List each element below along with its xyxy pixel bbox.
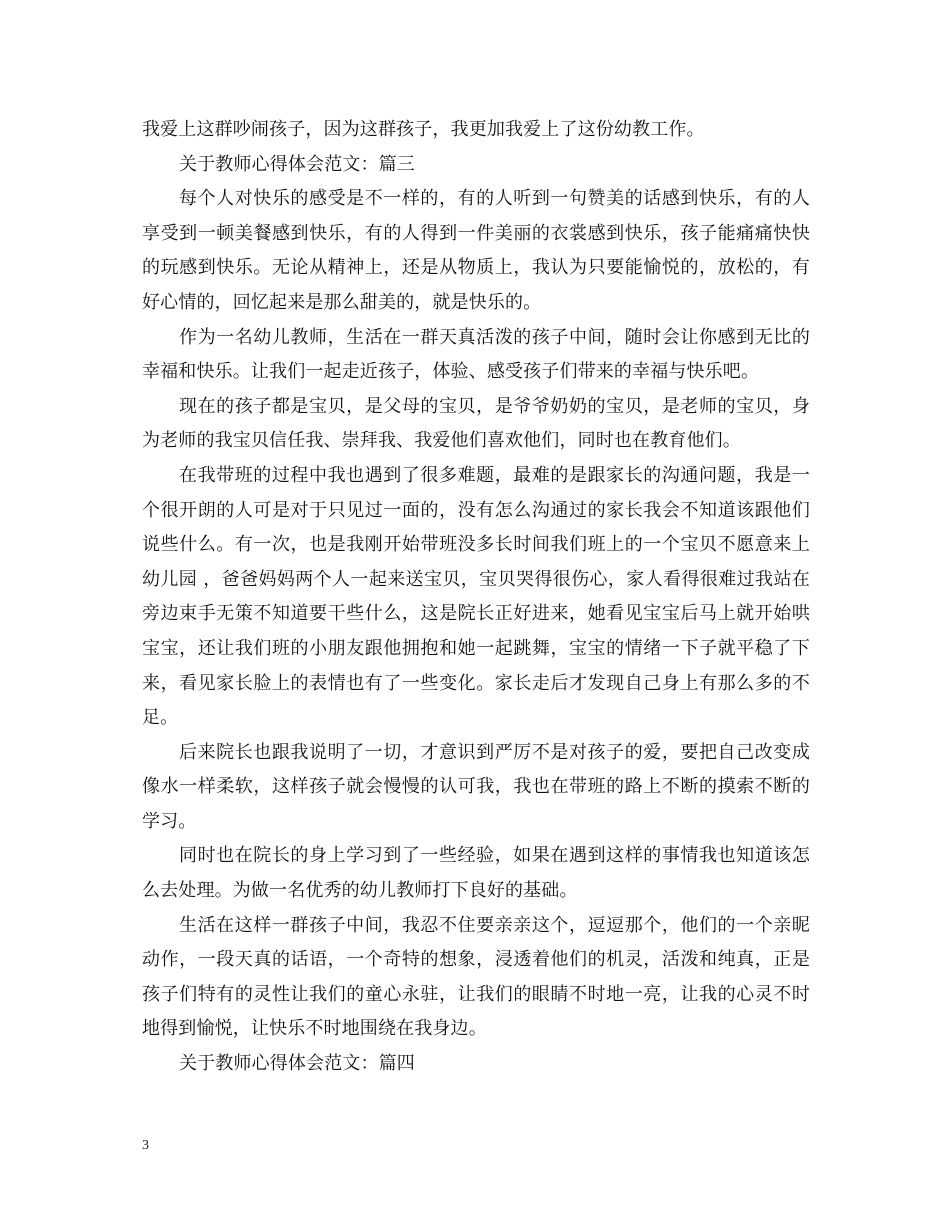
paragraph: 在我带班的过程中我也遇到了很多难题，最难的是跟家长的沟通问题，我是一个很开朗的人可是对于只见过一面的，没有怎么沟通过的家长我会不知道该跟他们说些什么。有一次，也是我刚开始带班没多长时间我们班上的一个宝贝不愿意来上幼儿园 ，爸爸妈妈两个人一起来送宝贝，宝贝哭得很伤心，家人看得很难过我站在旁边束手无策不知道要干些什么，这是院长正好进来，她看见宝宝后马上就开始哄宝宝，还让我们班的小朋友跟他拥抱和她一起跳舞，宝宝的情绪一下子就平稳了下来，看见家长脸上的表情也有了一些变化。家长走后才发现自己身上有那么多的不足。 [142,464,810,729]
section-heading-4: 关于教师心得体会范文：篇四 [179,1053,415,1075]
paragraph-continuation: 我爱上这群吵闹孩子，因为这群孩子，我更加我爱上了这份幼教工作。 [142,119,705,140]
paragraph: 作为一名幼儿教师，生活在一群天真活泼的孩子中间，随时会让你感到无比的幸福和快乐。让我们一起走近孩子，体验、感受孩子们带来的幸福与快乐吧。 [142,326,810,383]
section-heading-3: 关于教师心得体会范文：篇三 [179,153,415,175]
paragraph: 每个人对快乐的感受是不一样的，有的人听到一句赞美的话感到快乐，有的人享受到一顿美餐感到快乐，有的人得到一件美丽的衣裳感到快乐，孩子能痛痛快快的玩感到快乐。无论从精神上，还是从物质上，我认为只要能愉悦的，放松的，有好心情的，回忆起来是那么甜美的，就是快乐的。 [142,188,810,313]
paragraph: 现在的孩子都是宝贝，是父母的宝贝，是爷爷奶奶的宝贝，是老师的宝贝，身为老师的我宝贝信任我、崇拜我、我爱他们喜欢他们，同时也在教育他们。 [142,395,810,452]
document-body [142,113,810,1082]
paragraph: 后来院长也跟我说明了一切，才意识到严厉不是对孩子的爱，要把自己改变成像水一样柔软，这样孩子就会慢慢的认可我，我也在带班的路上不断的摸索不断的学习。 [142,741,810,832]
page-number: 3 [142,1138,149,1153]
paragraph: 同时也在院长的身上学习到了一些经验，如果在遇到这样的事情我也知道该怎么去处理。为做一名优秀的幼儿教师打下良好的基础。 [142,845,810,902]
paragraph: 生活在这样一群孩子中间，我忍不住要亲亲这个，逗逗那个，他们的一个亲昵动作，一段天真的话语，一个奇特的想象，浸透着他们的机灵，活泼和纯真，正是孩子们特有的灵性让我们的童心永驻，让我们的眼睛不时地一亮，让我的心灵不时地得到愉悦，让快乐不时地围绕在我身边。 [142,914,810,1040]
